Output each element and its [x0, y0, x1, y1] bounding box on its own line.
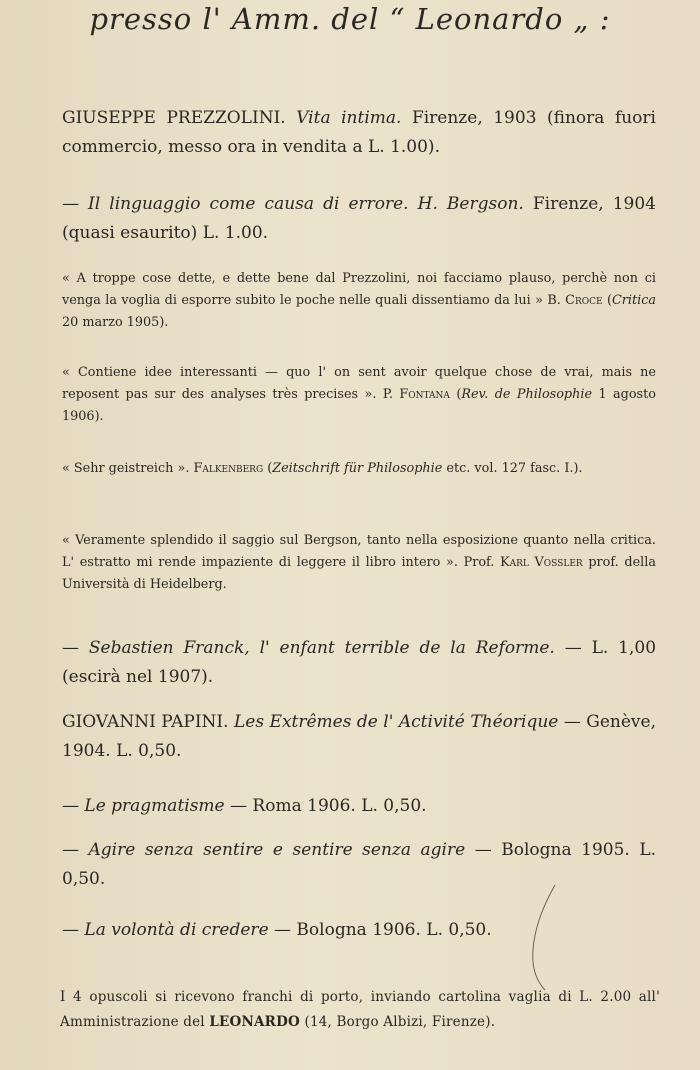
note-text: I 4 opuscoli si ricevono franchi di porto, inviando cartolina vaglia di L. 2.00 all' Amministrazione del [60, 989, 660, 1030]
quote-source: Zeitschrift für Philosophie [272, 461, 443, 476]
review-quote-croce: « A troppe cose dette, e dette bene dal Prezzolini, noi facciamo plauso, perchè non ci venga la voglia di esporre subito le poche nelle quali dissentiamo da lui » B. Croce (Critica 20 marzo 1905). [62, 271, 656, 330]
author-name: GIUSEPPE PREZZOLINI. [62, 108, 286, 128]
quote-date: 1 agosto 1906). [62, 387, 656, 424]
review-quote-falkenberg: « Sehr geistreich ». Falkenberg (Zeitschrift für Philosophie etc. vol. 127 fasc. I.). [62, 461, 583, 476]
note-address: (14, Borgo Albizi, Firenze). [304, 1014, 496, 1030]
quote-author: B. Croce [547, 293, 603, 308]
quote-source: Rev. de Philosophie [461, 387, 593, 402]
book-title: — La volontà di credere [62, 920, 269, 940]
book-details: — L. 1,00 (escirà nel 1907). [62, 638, 657, 687]
review-quote-vossler [62, 530, 656, 596]
entry-pragmatisme [62, 792, 656, 821]
book-details: — Bologna 1906. L. 0,50. [274, 920, 492, 940]
entry-papini-extremes [62, 708, 656, 766]
book-details: — Bologna 1905. L. 0,50. [62, 840, 657, 889]
page-header [0, 0, 700, 44]
quote-author: Falkenberg [193, 461, 264, 476]
ordering-note [60, 985, 660, 1035]
review-quote-fontana: « Contiene idee interessanti — quo l' on sent avoir quelque chose de vrai, mais ne reposent pas sur des analyses très precises ». P. Fontana (Rev. de Philosophie 1 agosto 1906). [62, 365, 656, 424]
header-title: presso l' Amm. del “ Leonardo „ : [89, 2, 611, 36]
book-title: — Il linguaggio come causa di errore. H. Bergson. [62, 194, 524, 214]
book-details: Firenze, 1904 (quasi esaurito) L. 1.00. [62, 194, 656, 243]
quote-text: « Veramente splendido il saggio sul Bergson, tanto nella esposizione quanto nella critica. L' estratto mi rende impaziente di leggere il libro intero ». Prof. [62, 533, 656, 570]
quote-details: prof. della Università di Heidelberg. [62, 555, 656, 592]
quote-source: Critica [611, 293, 656, 308]
book-details: — Genève, 1904. L. 0,50. [62, 712, 656, 761]
quote-text: « Contiene idee interessanti — quo l' on sent avoir quelque chose de vrai, mais ne reposent pas sur des analyses très precises ». [62, 365, 656, 402]
book-details: — Roma 1906. L. 0,50. [230, 796, 427, 816]
quote-date: 20 marzo 1905). [62, 315, 169, 330]
quote-date: etc. vol. 127 fasc. I.). [446, 461, 583, 476]
book-title: — Agire senza sentire e sentire senza agire [62, 840, 466, 860]
entry-prezzolini-vita-intima [62, 104, 656, 162]
entry-sebastien-franck [62, 634, 656, 692]
book-title: Les Extrêmes de l' Activité Théorique [234, 712, 559, 732]
entry-linguaggio [62, 190, 656, 248]
book-details: Firenze, 1903 (finora fuori commercio, messo ora in vendita a L. 1.00). [62, 108, 656, 157]
quote-author: Karl Vossler [500, 555, 583, 570]
quote-author: P. Fontana [382, 387, 450, 402]
book-title: — Le pragmatisme [62, 796, 225, 816]
quote-text: « A troppe cose dette, e dette bene dal Prezzolini, noi facciamo plauso, perchè non ci venga la voglia di esporre subito le poche nelle quali dissentiamo da lui » [62, 271, 656, 308]
book-title: Vita intima. [296, 108, 402, 128]
author-name: GIOVANNI PAPINI. [62, 712, 229, 732]
pencil-mark-decoration [515, 880, 575, 1000]
quote-text: « Sehr geistreich ». [62, 461, 190, 476]
book-title: — Sebastien Franck, l' enfant terrible de la Reforme. [62, 638, 555, 658]
note-publication: LEONARDO [209, 1014, 300, 1030]
